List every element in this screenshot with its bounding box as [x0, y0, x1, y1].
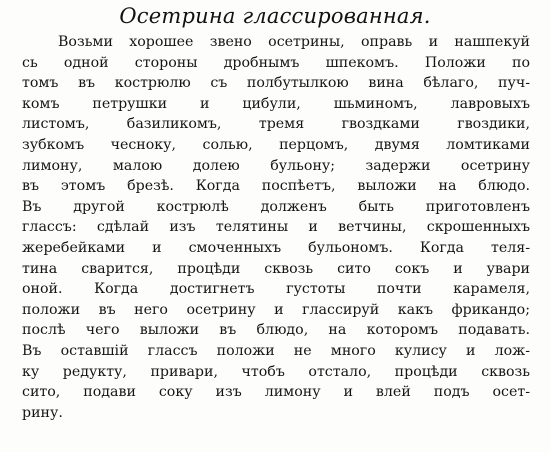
- text-line: жеребейками и смоченныхъ бульономъ. Когда теля-: [22, 239, 530, 256]
- text-line: листомъ, базиликомъ, тремя гвоздками гвоздики,: [22, 116, 530, 133]
- text-line: томъ въ кострюлю съ полбутылкою вина бѣлаго, пуч-: [22, 75, 530, 92]
- text-line: тина сварится, процѣди сквозь сито сокъ и увари: [22, 260, 530, 277]
- text-line: сито, подави соку изъ лимону и влей подъ осет-: [22, 384, 530, 401]
- text-line: положи въ него осетрину и глассируй какъ фрикандо;: [22, 301, 530, 318]
- text-line: сь одной стороны дробнымъ шпекомъ. Положи по: [22, 54, 530, 71]
- recipe-title: Осетрина глассированная.: [119, 4, 431, 28]
- text-line: Въ оставшій глассъ положи не много кулису и лож-: [22, 342, 530, 359]
- text-line: послѣ чего выложи въ блюдо, на которомъ подавать.: [22, 322, 530, 339]
- text-line: комъ петрушки и цибули, шьминомъ, лавровыхъ: [22, 95, 530, 112]
- text-line: зубкомъ чесноку, солью, перцомъ, двумя ломтиками: [22, 136, 530, 153]
- text-line: Въ другой кострюлѣ долженъ быть приготовленъ: [22, 198, 530, 215]
- text-line: въ этомъ брезѣ. Когда поспѣетъ, выложи на блюдо.: [22, 178, 530, 195]
- text-line: лимону, малою долею бульону; задержи осетрину: [22, 157, 530, 174]
- text-line: оной. Когда достигнетъ густоты почти карамеля,: [22, 281, 530, 298]
- text-line: ку редукту, привари, чтобъ отстало, процѣди сквозь: [22, 363, 530, 380]
- text-line: Возьми хорошее звено осетрины, оправь и нашпекуй: [58, 34, 530, 50]
- text-line: глассъ: сдѣлай изъ телятины и ветчины, скрошенныхъ: [22, 219, 530, 236]
- recipe-text: [22, 32, 530, 423]
- text-line: рину.: [22, 404, 63, 421]
